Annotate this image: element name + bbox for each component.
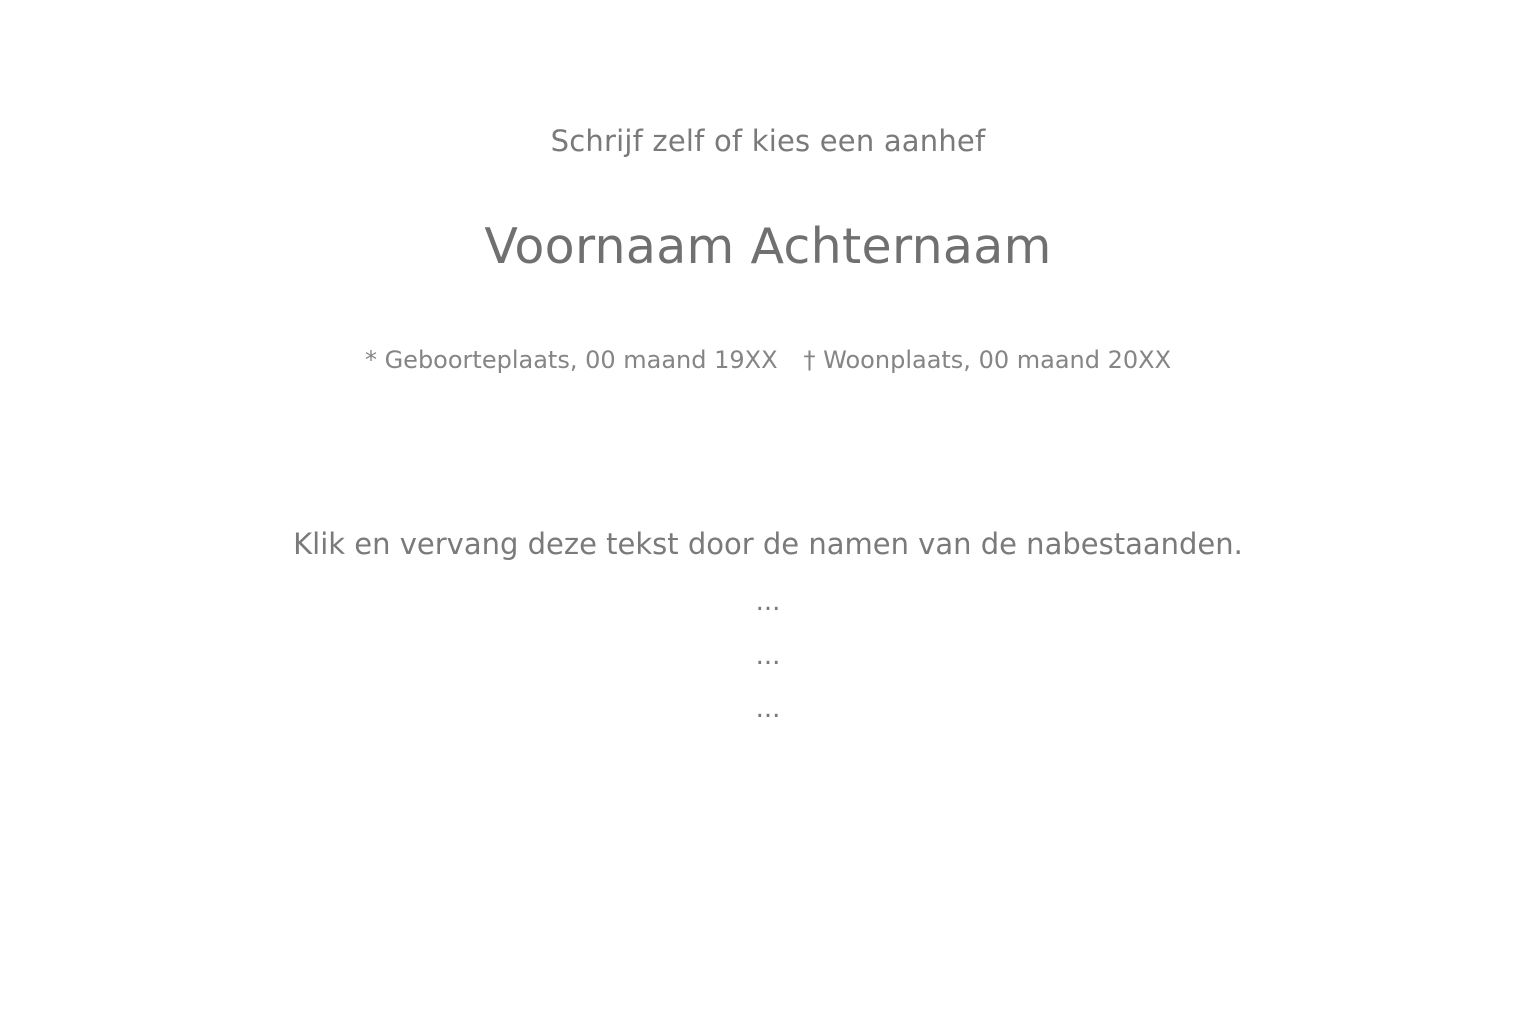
survivor-placeholder-line[interactable]: ... xyxy=(755,694,781,724)
survivors-text[interactable]: Klik en vervang deze tekst door de namen van de nabestaanden. xyxy=(293,527,1243,561)
survivor-placeholder-line[interactable]: ... xyxy=(755,641,781,671)
salutation-text[interactable]: Schrijf zelf of kies een aanhef xyxy=(550,124,986,158)
dates-line xyxy=(0,346,1536,374)
death-info[interactable]: † Woonplaats, 00 maand 20XX xyxy=(803,346,1172,374)
birth-info[interactable]: * Geboorteplaats, 00 maand 19XX xyxy=(364,346,778,374)
survivor-placeholder-line[interactable]: ... xyxy=(755,587,781,617)
deceased-name[interactable]: Voornaam Achternaam xyxy=(484,218,1052,275)
